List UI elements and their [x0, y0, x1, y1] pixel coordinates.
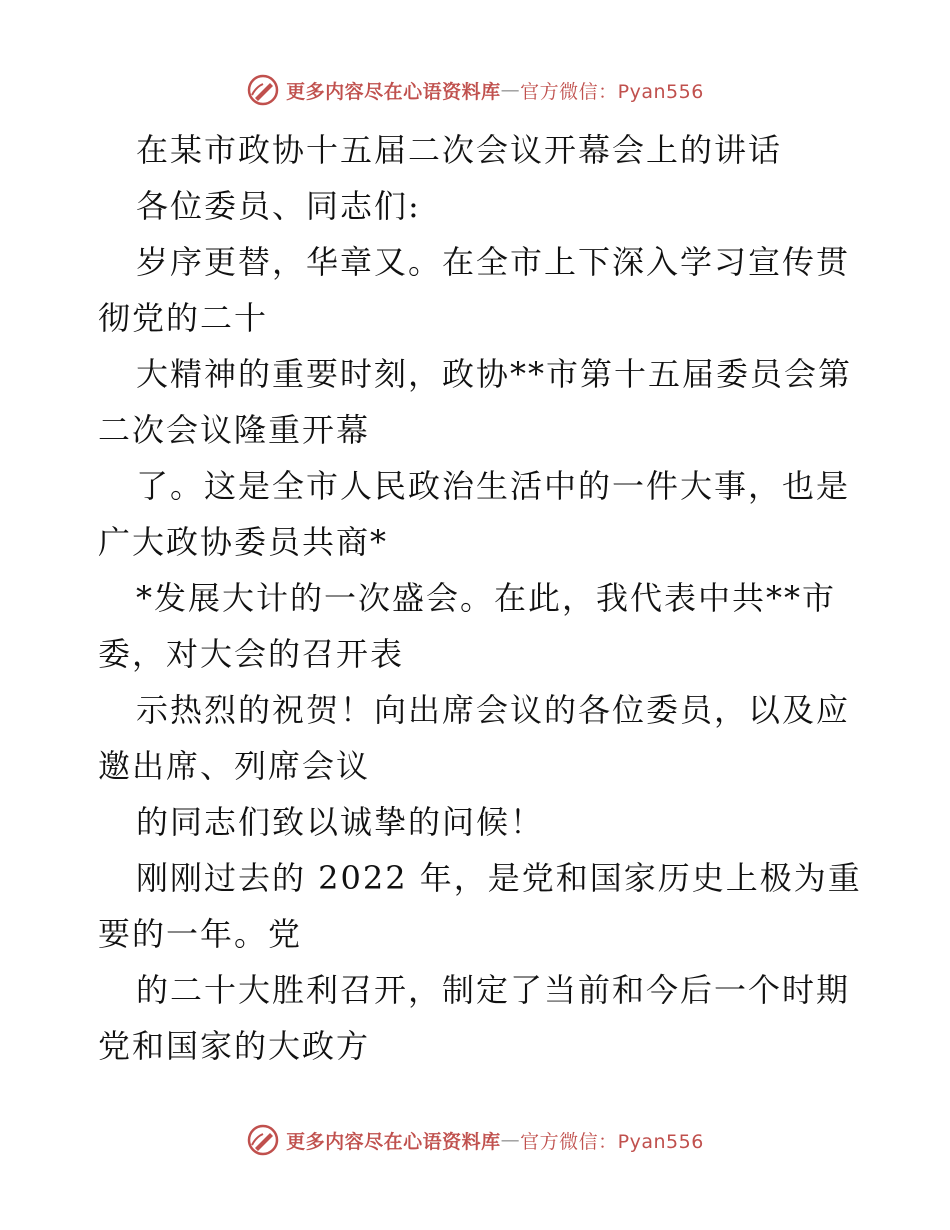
banner-dash: — — [500, 79, 521, 101]
text-line: 彻党的二十 — [98, 299, 269, 337]
text-line: 的二十大胜利召开，制定了当前和今后一个时期 — [136, 971, 851, 1009]
quill-seal-icon — [246, 73, 280, 107]
text-line: 邀出席、列席会议 — [98, 747, 371, 785]
document-body — [98, 122, 862, 1074]
text-line: 大精神的重要时刻，政协**市第十五届委员会第 — [136, 355, 853, 393]
text-line: 党和国家的大政方 — [98, 1027, 371, 1065]
text-line: 各位委员、同志们: — [136, 187, 421, 225]
text-line: 二次会议隆重开幕 — [98, 411, 371, 449]
text-line: 岁序更替，华章又。在全市上下深入学习宣传贯 — [136, 243, 851, 281]
text-line: 刚刚过去的 2022 年，是党和国家历史上极为重 — [136, 859, 862, 897]
banner-wechat: 官方微信：Pyan556 — [520, 80, 704, 103]
text-line: *发展大计的一次盛会。在此，我代表中共**市 — [136, 579, 837, 617]
text-line: 委，对大会的召开表 — [98, 635, 405, 673]
header-banner — [0, 70, 950, 110]
quill-seal-icon — [246, 1123, 280, 1157]
banner-slogan: 更多内容尽在心语资料库 — [286, 1130, 501, 1153]
banner-wechat: 官方微信：Pyan556 — [520, 1130, 704, 1153]
text-line: 在某市政协十五届二次会议开幕会上的讲话 — [136, 131, 783, 169]
banner-dash: — — [500, 1129, 521, 1151]
text-line: 示热烈的祝贺！向出席会议的各位委员，以及应 — [136, 691, 851, 729]
text-line: 的同志们致以诚挚的问候！ — [136, 803, 545, 841]
text-line: 广大政协委员共商* — [98, 523, 389, 561]
text-line: 要的一年。党 — [98, 915, 303, 953]
text-line: 了。这是全市人民政治生活中的一件大事，也是 — [136, 467, 851, 505]
banner-slogan: 更多内容尽在心语资料库 — [286, 80, 501, 103]
footer-banner — [0, 1120, 950, 1160]
